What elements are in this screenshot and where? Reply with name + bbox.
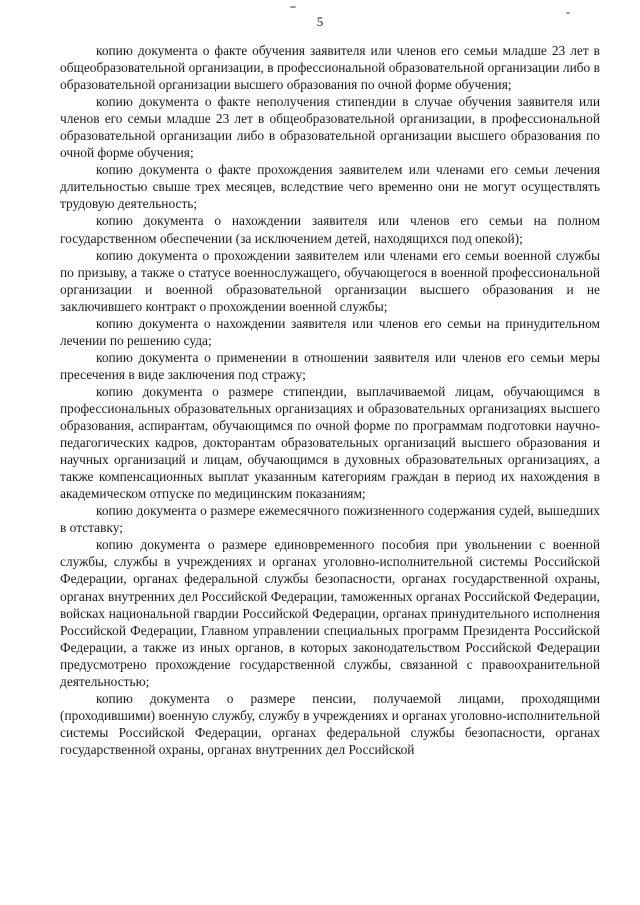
- paragraph: копию документа о размере единовременного пособия при увольнении с военной службы, службы в учреждениях и органах уголовно-исполнительной системы Российской Федерации, органах федеральной службы безопасности, органах государственной охраны, органах внутренних дел Российской Федерации, таможенных органах Российской Федерации, войсках национальной гвардии Российской Федерации, органах принудительного исполнения Российской Федерации, Главном управлении специальных программ Президента Российской Федерации, а также из иных органов, в которых законодательством Российской Федерации предусмотрено прохождение государственной службы, связанной с правоохранительной деятельностью;: [60, 537, 600, 689]
- paragraph: копию документа о применении в отношении заявителя или членов его семьи меры пресечения в виде заключения под стражу;: [60, 349, 600, 382]
- paragraph: копию документа о размере пенсии, получаемой лицами, проходящими (проходившими) военную службу, службу в учреждениях и органах уголовно-исполнительной системы Российской Федерации, органах федеральной службы безопасности, органах государственной охраны, органах внутренних дел Российской: [60, 690, 600, 757]
- paragraph: копию документа о нахождении заявителя или членов его семьи на полном государственном обеспечении (за исключением детей, находящихся под опекой);: [60, 213, 600, 246]
- paragraph: копию документа о размере стипендии, выплачиваемой лицам, обучающимся в профессиональных образовательных организациях и образовательных организациях высшего образования, аспирантам, обучающимся по очной форме по программам подготовки научно-педагогических кадров, докторантам образовательных организаций высшего образования и научных организаций и лицам, обучающимся в духовных образовательных организациях, а также компенсационных выплат указанным категориям граждан в период их нахождения в академическом отпуске по медицинским показаниям;: [60, 383, 600, 502]
- paragraph: копию документа о размере ежемесячного пожизненного содержания судей, вышедших в отставку;: [60, 503, 600, 536]
- document-body: [60, 42, 600, 758]
- page-number: 5: [316, 14, 324, 29]
- paragraph: копию документа о факте неполучения стипендии в случае обучения заявителя или членов его семьи младше 23 лет в общеобразовательной организации, в профессиональной образовательной организации либо в образовательной организации высшего образования по очной форме обучения;: [60, 94, 600, 161]
- paragraph: копию документа о факте обучения заявителя или членов его семьи младше 23 лет в общеобразовательной организации, в профессиональной образовательной организации либо в образовательной организации высшего образования по очной форме обучения;: [60, 43, 600, 93]
- scan-mark: [290, 6, 296, 8]
- paragraph: копию документа о нахождении заявителя или членов его семьи на принудительном лечении по решению суда;: [60, 315, 600, 348]
- paragraph: копию документа о прохождении заявителем или членами его семьи военной службы по призыву, а также о статусе военнослужащего, обучающегося в военной профессиональной организации и военной образовательной организации высшего образования и не заключившего контракт о прохождении военной службы;: [60, 247, 600, 314]
- paragraph: копию документа о факте прохождения заявителем или членами его семьи лечения длительностью свыше трех месяцев, вследствие чего временно они не могут осуществлять трудовую деятельность;: [60, 162, 600, 212]
